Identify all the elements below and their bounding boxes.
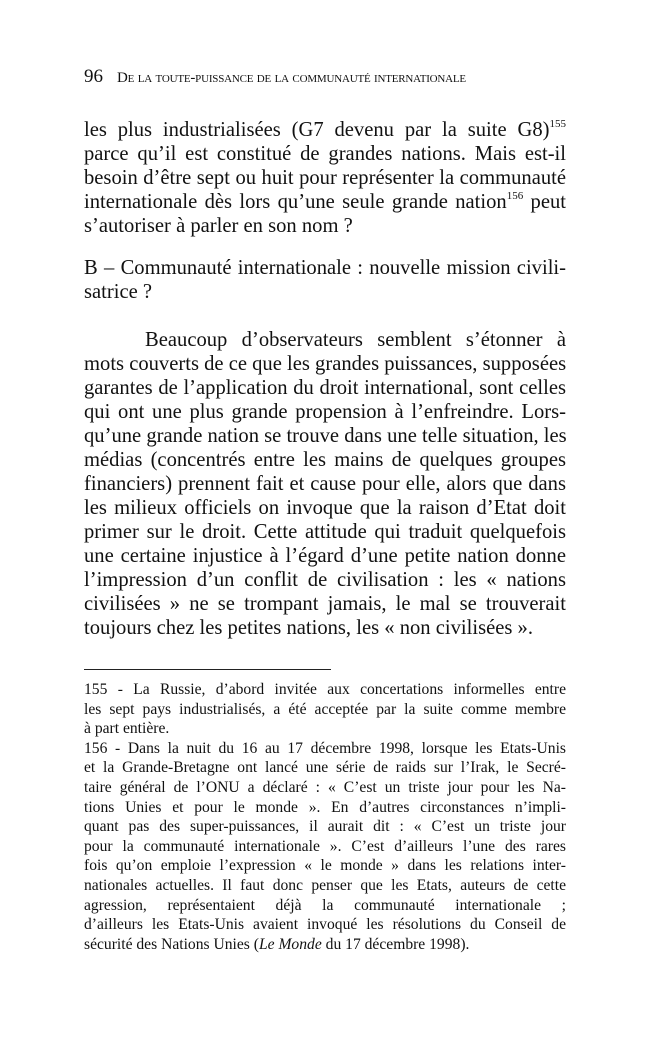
text-segment: fois qu’on emploie l’expression « le monde » dans les relations inter- [84,857,566,875]
text-line [84,280,566,304]
text-line [84,568,566,592]
text-line [84,798,566,818]
text-line [84,935,566,955]
text-segment: primer sur le droit. Cette attitude qui traduit quelquefois [84,521,566,543]
text-line [84,778,566,798]
text-line [84,856,566,876]
text-segment: médias (concentrés entre les mains de quelques groupes [84,449,566,471]
text-line [84,544,566,568]
text-line [84,896,566,916]
text-segment: les milieux officiels on invoque que la raison d’Etat doit [84,497,566,519]
text-line [84,876,566,896]
text-segment: une certaine injustice à l’égard d’une petite nation donne [84,545,566,567]
italic-text: Le Monde [258,935,322,953]
text-segment: tions Unies et pour le monde ». En d’autres circonstances n’impli- [84,798,566,816]
text-segment: du 17 décembre 1998). [321,935,470,953]
text-segment: sécurité des Nations Unies ( [84,935,259,953]
text-line [84,352,566,376]
text-segment: 156 - Dans la nuit du 16 au 17 décembre 1998, lorsque les Etats-Unis [84,739,566,757]
text-segment: mots couverts de ce que les grandes puissances, supposées [84,353,567,375]
text-segment: l’impression d’un conflit de civilisation : les « nations [84,569,566,591]
footnote-ref: 156 [506,190,524,202]
text-line [84,448,566,472]
text-line [84,256,566,280]
text-line [84,190,566,214]
text-segment: agression, représentaient déjà la communauté internationale ; [84,896,566,914]
text-segment: nationales actuelles. Il faut donc penser que les Etats, auteurs de cette [84,876,566,894]
text-segment: toujours chez les petites nations, les « non civilisées ». [84,617,533,639]
text-segment: pour la communauté internationale ». C’est d’ailleurs l’une des rares [84,837,566,855]
text-segment: taire général de l’ONU a déclaré : « C’est un triste jour pour les Na- [84,778,566,796]
text-segment: peut [523,191,566,213]
text-line [84,424,566,448]
text-segment: qu’une grande nation se trouve dans une telle situation, les [84,425,567,447]
text-line [84,592,566,616]
text-line [84,118,566,142]
text-segment: financiers) prennent fait et cause pour elle, alors que dans [84,473,566,495]
text-line [84,376,566,400]
text-segment: à part entière. [84,720,170,738]
text-line [84,472,566,496]
text-segment: internationale dès lors qu’une seule grande nation [84,191,507,213]
text-segment: parce qu’il est constitué de grandes nations. Mais est-il [84,143,566,165]
text-line [84,496,566,520]
page-number: 96 [84,66,103,87]
text-line [84,680,566,700]
text-line [84,214,566,238]
footnote-separator [84,669,331,670]
text-segment: besoin d’être sept ou huit pour représenter la communauté [84,167,566,189]
text-segment: qui ont une plus grande propension à l’enfreindre. Lors- [84,401,566,423]
running-header [84,66,574,88]
section-heading [84,256,566,304]
text-line [84,328,566,352]
footnote-ref: 155 [549,118,566,130]
text-segment: civilisées » ne se trompant jamais, le mal se trouverait [84,593,566,615]
text-segment: les plus industrialisées (G7 devenu par la suite G8) [84,119,550,141]
text-segment: garantes de l’application du droit international, sont celles [84,377,566,399]
text-line [84,817,566,837]
footnotes [84,680,566,954]
text-line [84,739,566,759]
text-line [84,758,566,778]
text-segment: Beaucoup d’observateurs semblent s’étonner à [145,329,566,351]
text-line [84,616,566,640]
text-segment: satrice ? [84,281,153,303]
text-segment: quant pas des super-puissances, il aurait dit : « C’est un triste jour [84,818,566,836]
text-segment: d’ailleurs les Etats-Unis avaient invoqué les résolutions du Conseil de [84,916,566,934]
text-line [84,166,566,190]
text-line [84,700,566,720]
paragraph-1 [84,118,566,238]
text-segment: B – Communauté internationale : nouvelle mission civili- [84,257,566,279]
text-line [84,837,566,857]
paragraph-2 [84,328,566,640]
text-segment: et la Grande-Bretagne ont lancé une série de raids sur l’Irak, le Secré- [84,759,566,777]
running-title: De la toute-puissance de la communauté internationale [117,70,466,86]
text-line [84,520,566,544]
text-segment: 155 - La Russie, d’abord invitée aux concertations informelles entre [84,681,566,698]
text-line [84,400,566,424]
text-line [84,915,566,935]
text-line [84,142,566,166]
text-segment: les sept pays industrialisés, a été acceptée par la suite comme membre [84,700,566,718]
text-line [84,719,566,739]
text-segment: s’autoriser à parler en son nom ? [84,215,353,237]
